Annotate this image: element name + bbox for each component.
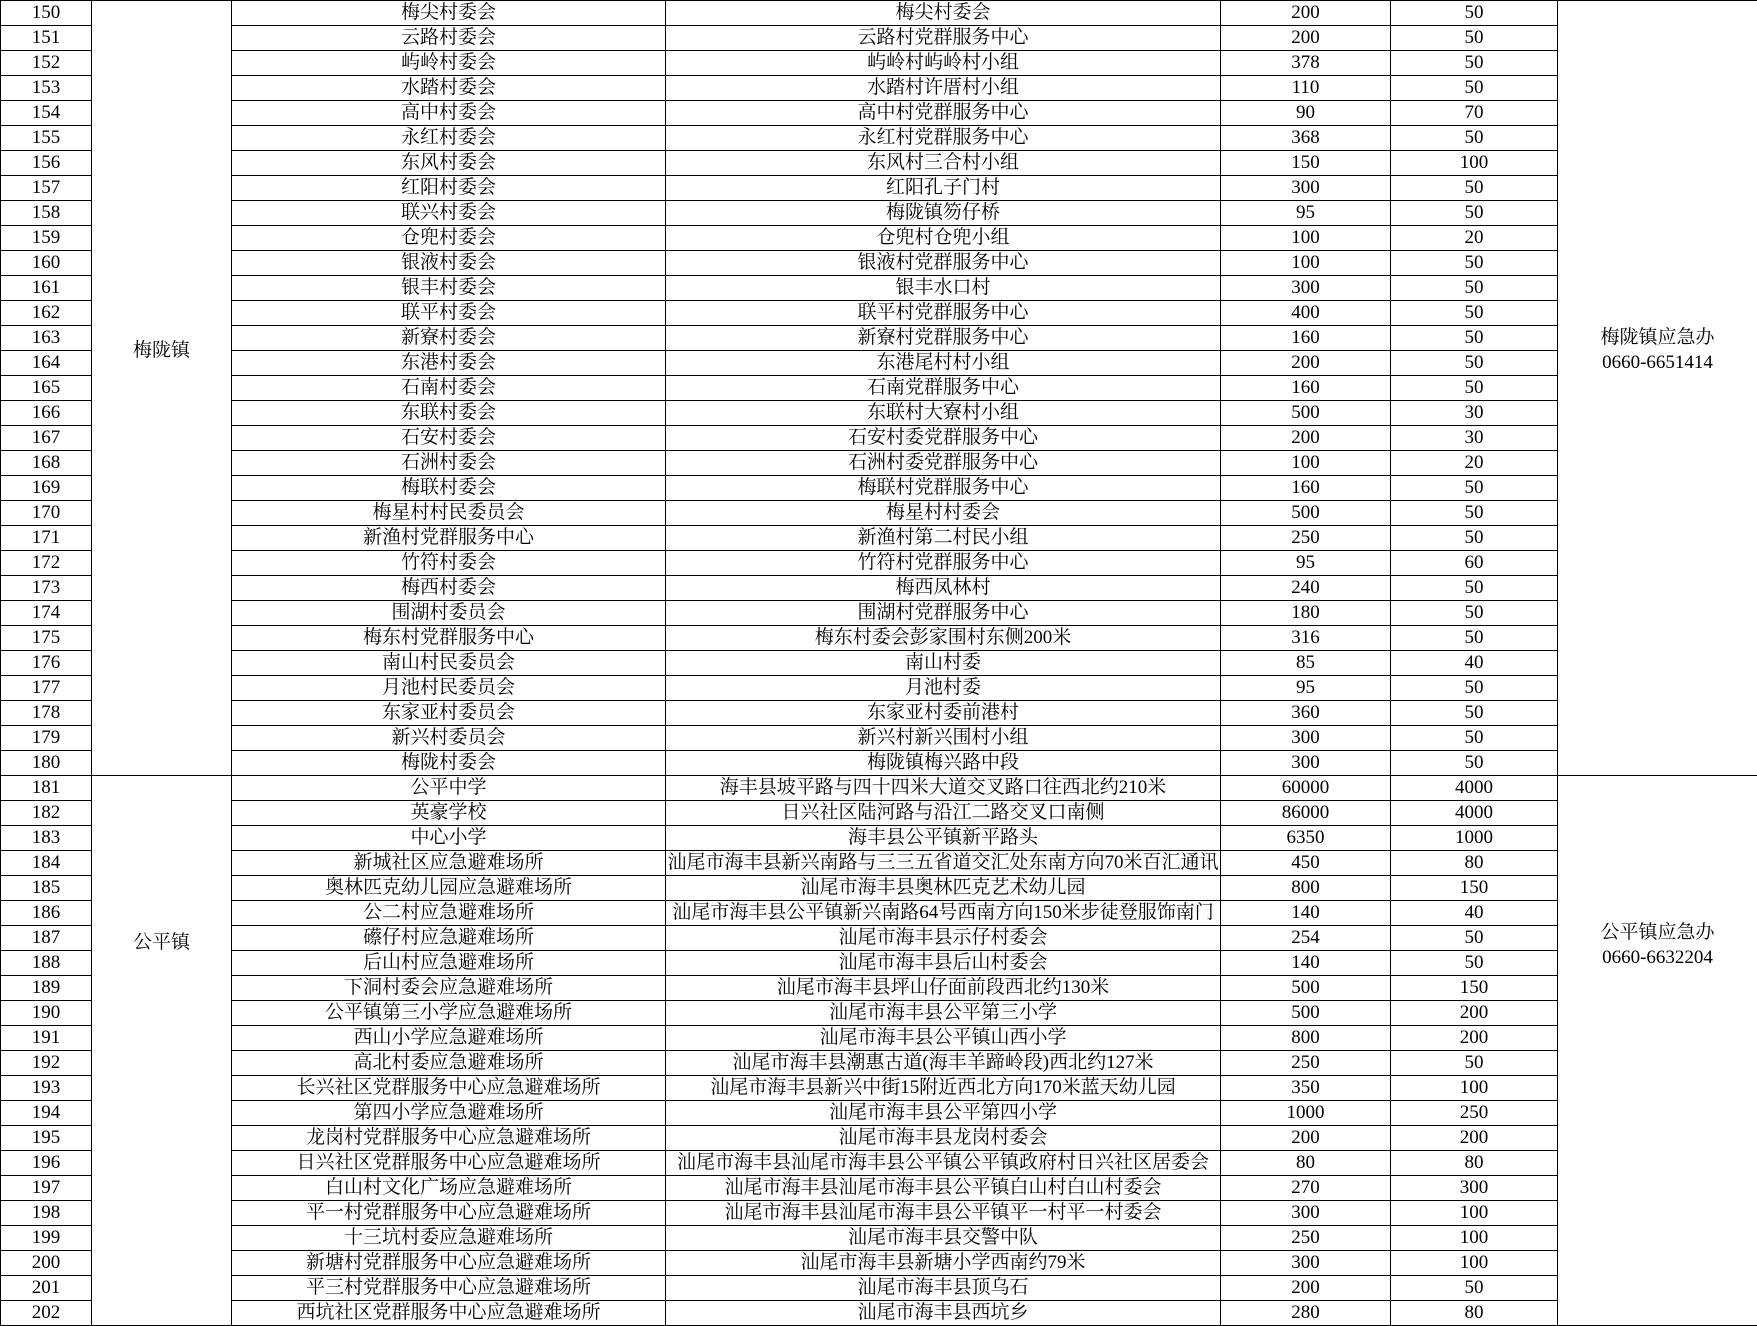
capacity-cell: 95 [1221,551,1391,576]
shelter-address-cell: 汕尾市海丰县公平镇山西小学 [666,1026,1221,1051]
capacity-2-cell: 100 [1391,1201,1558,1226]
row-number-cell: 177 [1,676,92,701]
capacity-cell: 85 [1221,651,1391,676]
capacity-cell: 800 [1221,1026,1391,1051]
row-number-cell: 151 [1,26,92,51]
capacity-2-cell: 50 [1391,476,1558,501]
capacity-cell: 100 [1221,451,1391,476]
capacity-cell: 86000 [1221,801,1391,826]
capacity-2-cell: 50 [1391,276,1558,301]
capacity-cell: 200 [1221,1126,1391,1151]
capacity-2-cell: 20 [1391,451,1558,476]
shelter-address-cell: 汕尾市海丰县新兴南路与三三五省道交汇处东南方向70米百汇通讯 [666,851,1221,876]
capacity-2-cell: 30 [1391,401,1558,426]
row-number-cell: 202 [1,1301,92,1326]
capacity-cell: 240 [1221,576,1391,601]
contact-office: 梅陇镇应急办 [1600,327,1715,348]
row-number-cell: 176 [1,651,92,676]
capacity-cell: 400 [1221,301,1391,326]
capacity-2-cell: 100 [1391,1226,1558,1251]
capacity-2-cell: 50 [1391,601,1558,626]
shelter-name-cell: 梅尖村委会 [232,1,666,26]
contact-cell [1558,1,1757,776]
shelter-address-cell: 日兴社区陆河路与沿江二路交叉口南侧 [666,801,1221,826]
row-number-cell: 182 [1,801,92,826]
row-number-cell: 152 [1,51,92,76]
capacity-cell: 140 [1221,951,1391,976]
capacity-cell: 250 [1221,1051,1391,1076]
shelter-address-cell: 汕尾市海丰县龙岗村委会 [666,1126,1221,1151]
capacity-cell: 90 [1221,101,1391,126]
shelter-name-cell: 第四小学应急避难场所 [232,1101,666,1126]
capacity-cell: 200 [1221,351,1391,376]
row-number-cell: 159 [1,226,92,251]
row-number-cell: 160 [1,251,92,276]
row-number-cell: 185 [1,876,92,901]
row-number-cell: 158 [1,201,92,226]
row-number-cell: 164 [1,351,92,376]
capacity-2-cell: 50 [1391,1051,1558,1076]
row-number-cell: 161 [1,276,92,301]
shelter-address-cell: 新兴村新兴围村小组 [666,726,1221,751]
shelter-name-cell: 西坑社区党群服务中心应急避难场所 [232,1301,666,1326]
row-number-cell: 197 [1,1176,92,1201]
shelter-address-cell: 梅陇镇梅兴路中段 [666,751,1221,776]
row-number-cell: 191 [1,1026,92,1051]
capacity-2-cell: 30 [1391,426,1558,451]
shelter-address-cell: 汕尾市海丰县西坑乡 [666,1301,1221,1326]
town-cell [92,776,232,1326]
capacity-cell: 500 [1221,501,1391,526]
capacity-cell: 110 [1221,76,1391,101]
shelter-address-cell: 石南党群服务中心 [666,376,1221,401]
shelter-address-cell: 东风村三合村小组 [666,151,1221,176]
capacity-2-cell: 80 [1391,851,1558,876]
shelter-address-cell: 汕尾市海丰县后山村委会 [666,951,1221,976]
shelter-address-cell: 高中村党群服务中心 [666,101,1221,126]
row-number-cell: 181 [1,776,92,801]
row-number-cell: 165 [1,376,92,401]
capacity-2-cell: 50 [1391,51,1558,76]
row-number-cell: 194 [1,1101,92,1126]
capacity-cell: 254 [1221,926,1391,951]
shelter-address-cell: 汕尾市海丰县奥林匹克艺术幼儿园 [666,876,1221,901]
capacity-cell: 60000 [1221,776,1391,801]
capacity-cell: 350 [1221,1076,1391,1101]
shelter-address-cell: 梅星村村委会 [666,501,1221,526]
shelter-address-cell: 红阳孔子门村 [666,176,1221,201]
capacity-2-cell: 200 [1391,1026,1558,1051]
shelter-address-cell: 梅陇镇笏仔桥 [666,201,1221,226]
shelter-name-cell: 下洞村委会应急避难场所 [232,976,666,1001]
shelter-name-cell: 英豪学校 [232,801,666,826]
shelter-name-cell: 屿岭村委会 [232,51,666,76]
shelter-address-cell: 海丰县公平镇新平路头 [666,826,1221,851]
capacity-cell: 100 [1221,251,1391,276]
shelter-name-cell: 日兴社区党群服务中心应急避难场所 [232,1151,666,1176]
capacity-cell: 300 [1221,176,1391,201]
shelter-name-cell: 平三村党群服务中心应急避难场所 [232,1276,666,1301]
capacity-2-cell: 50 [1391,376,1558,401]
shelter-name-cell: 西山小学应急避难场所 [232,1026,666,1051]
shelter-address-cell: 月池村委 [666,676,1221,701]
row-number-cell: 186 [1,901,92,926]
shelter-name-cell: 梅联村委会 [232,476,666,501]
shelter-name-cell: 红阳村委会 [232,176,666,201]
row-number-cell: 180 [1,751,92,776]
shelter-name-cell: 云路村委会 [232,26,666,51]
capacity-cell: 378 [1221,51,1391,76]
capacity-2-cell: 50 [1391,1276,1558,1301]
town-cell [92,1,232,776]
capacity-cell: 280 [1221,1301,1391,1326]
contact-cell [1558,776,1757,1326]
shelter-name-cell: 新兴村委员会 [232,726,666,751]
town-label: 梅陇镇 [132,340,190,361]
capacity-cell: 200 [1221,1,1391,26]
shelter-name-cell: 公平中学 [232,776,666,801]
shelter-name-cell: 水踏村委会 [232,76,666,101]
capacity-cell: 270 [1221,1176,1391,1201]
shelter-address-cell: 汕尾市海丰县汕尾市海丰县公平镇白山村白山村委会 [666,1176,1221,1201]
shelter-name-cell: 石南村委会 [232,376,666,401]
shelter-address-cell: 梅东村委会彭家围村东侧200米 [666,626,1221,651]
row-number-cell: 167 [1,426,92,451]
capacity-2-cell: 300 [1391,1176,1558,1201]
shelter-address-cell: 南山村委 [666,651,1221,676]
row-number-cell: 199 [1,1226,92,1251]
shelter-address-cell: 梅西凤林村 [666,576,1221,601]
shelter-address-cell: 仓兜村仓兜小组 [666,226,1221,251]
shelter-address-cell: 竹符村党群服务中心 [666,551,1221,576]
capacity-2-cell: 50 [1391,351,1558,376]
capacity-cell: 100 [1221,226,1391,251]
shelter-address-cell: 汕尾市海丰县交警中队 [666,1226,1221,1251]
capacity-2-cell: 100 [1391,1251,1558,1276]
capacity-cell: 160 [1221,376,1391,401]
row-number-cell: 162 [1,301,92,326]
shelter-address-cell: 汕尾市海丰县示仔村委会 [666,926,1221,951]
capacity-2-cell: 50 [1391,501,1558,526]
row-number-cell: 193 [1,1076,92,1101]
capacity-2-cell: 50 [1391,751,1558,776]
shelter-name-cell: 月池村民委员会 [232,676,666,701]
row-number-cell: 156 [1,151,92,176]
shelter-address-cell: 石安村委党群服务中心 [666,426,1221,451]
shelter-address-cell: 汕尾市海丰县坪山仔面前段西北约130米 [666,976,1221,1001]
capacity-cell: 200 [1221,1276,1391,1301]
shelter-address-cell: 永红村党群服务中心 [666,126,1221,151]
shelter-name-cell: 仓兜村委会 [232,226,666,251]
shelter-name-cell: 竹符村委会 [232,551,666,576]
shelter-name-cell: 后山村应急避难场所 [232,951,666,976]
shelter-name-cell: 联兴村委会 [232,201,666,226]
shelter-name-cell: 龙岗村党群服务中心应急避难场所 [232,1126,666,1151]
row-number-cell: 190 [1,1001,92,1026]
row-number-cell: 174 [1,601,92,626]
shelter-address-cell: 汕尾市海丰县潮惠古道(海丰羊蹄岭段)西北约127米 [666,1051,1221,1076]
capacity-2-cell: 80 [1391,1151,1558,1176]
row-number-cell: 200 [1,1251,92,1276]
capacity-2-cell: 40 [1391,651,1558,676]
capacity-2-cell: 100 [1391,151,1558,176]
row-number-cell: 175 [1,626,92,651]
shelter-name-cell: 梅西村委会 [232,576,666,601]
shelter-address-cell: 屿岭村屿岭村小组 [666,51,1221,76]
contact-info [1558,920,1757,970]
row-number-cell: 187 [1,926,92,951]
row-number-cell: 171 [1,526,92,551]
row-number-cell: 153 [1,76,92,101]
shelter-name-cell: 礤仔村应急避难场所 [232,926,666,951]
capacity-2-cell: 50 [1391,626,1558,651]
capacity-cell: 140 [1221,901,1391,926]
shelter-name-cell: 银丰村委会 [232,276,666,301]
shelter-name-cell: 永红村委会 [232,126,666,151]
capacity-2-cell: 40 [1391,901,1558,926]
row-number-cell: 196 [1,1151,92,1176]
shelter-name-cell: 平一村党群服务中心应急避难场所 [232,1201,666,1226]
shelter-address-cell: 汕尾市海丰县新塘小学西南约79米 [666,1251,1221,1276]
capacity-2-cell: 150 [1391,976,1558,1001]
capacity-cell: 250 [1221,526,1391,551]
shelter-name-cell: 公二村应急避难场所 [232,901,666,926]
row-number-cell: 188 [1,951,92,976]
capacity-2-cell: 50 [1391,251,1558,276]
shelter-address-cell: 汕尾市海丰县公平第四小学 [666,1101,1221,1126]
capacity-2-cell: 50 [1391,726,1558,751]
row-number-cell: 195 [1,1126,92,1151]
capacity-2-cell: 200 [1391,1126,1558,1151]
contact-info [1558,325,1757,375]
capacity-cell: 200 [1221,26,1391,51]
capacity-2-cell: 50 [1391,576,1558,601]
shelter-name-cell: 南山村民委员会 [232,651,666,676]
town-label: 公平镇 [132,932,190,953]
capacity-2-cell: 1000 [1391,826,1558,851]
shelter-address-cell: 梅尖村委会 [666,1,1221,26]
capacity-2-cell: 50 [1391,326,1558,351]
contact-phone: 0660-6651414 [1602,352,1713,373]
row-number-cell: 166 [1,401,92,426]
capacity-2-cell: 50 [1391,176,1558,201]
shelter-address-cell: 新渔村第二村民小组 [666,526,1221,551]
shelter-address-cell: 汕尾市海丰县顶乌石 [666,1276,1221,1301]
shelter-name-cell: 公平镇第三小学应急避难场所 [232,1001,666,1026]
row-number-cell: 183 [1,826,92,851]
capacity-cell: 368 [1221,126,1391,151]
capacity-cell: 95 [1221,676,1391,701]
capacity-cell: 300 [1221,1251,1391,1276]
row-number-cell: 201 [1,1276,92,1301]
shelter-name-cell: 白山村文化广场应急避难场所 [232,1176,666,1201]
row-number-cell: 172 [1,551,92,576]
shelter-address-cell: 梅联村党群服务中心 [666,476,1221,501]
capacity-cell: 80 [1221,1151,1391,1176]
capacity-cell: 300 [1221,276,1391,301]
capacity-cell: 95 [1221,201,1391,226]
row-number-cell: 157 [1,176,92,201]
shelter-address-cell: 汕尾市海丰县公平第三小学 [666,1001,1221,1026]
capacity-2-cell: 200 [1391,1001,1558,1026]
row-number-cell: 150 [1,1,92,26]
shelter-name-cell: 围湖村委员会 [232,601,666,626]
capacity-2-cell: 50 [1391,201,1558,226]
capacity-2-cell: 50 [1391,76,1558,101]
shelter-name-cell: 联平村委会 [232,301,666,326]
capacity-2-cell: 50 [1391,926,1558,951]
shelter-name-cell: 新寮村委会 [232,326,666,351]
capacity-2-cell: 20 [1391,226,1558,251]
shelter-name-cell: 梅东村党群服务中心 [232,626,666,651]
shelter-address-cell: 东港尾村村小组 [666,351,1221,376]
capacity-cell: 360 [1221,701,1391,726]
row-number-cell: 198 [1,1201,92,1226]
row-number-cell: 169 [1,476,92,501]
row-number-cell: 155 [1,126,92,151]
capacity-2-cell: 70 [1391,101,1558,126]
capacity-cell: 800 [1221,876,1391,901]
shelter-name-cell: 新城社区应急避难场所 [232,851,666,876]
shelter-address-cell: 云路村党群服务中心 [666,26,1221,51]
shelter-name-cell: 梅陇村委会 [232,751,666,776]
row-number-cell: 189 [1,976,92,1001]
shelter-address-cell: 东联村大寮村小组 [666,401,1221,426]
row-number-cell: 178 [1,701,92,726]
row-number-cell: 179 [1,726,92,751]
capacity-cell: 300 [1221,1201,1391,1226]
capacity-cell: 500 [1221,401,1391,426]
shelter-address-cell: 汕尾市海丰县汕尾市海丰县公平镇平一村平一村委会 [666,1201,1221,1226]
contact-phone: 0660-6632204 [1602,947,1713,968]
row-number-cell: 168 [1,451,92,476]
shelter-address-cell: 汕尾市海丰县新兴中街15附近西北方向170米蓝天幼儿园 [666,1076,1221,1101]
shelter-name-cell: 新渔村党群服务中心 [232,526,666,551]
shelter-address-cell: 联平村党群服务中心 [666,301,1221,326]
capacity-cell: 500 [1221,1001,1391,1026]
shelter-name-cell: 银液村委会 [232,251,666,276]
capacity-cell: 250 [1221,1226,1391,1251]
capacity-2-cell: 4000 [1391,776,1558,801]
capacity-2-cell: 60 [1391,551,1558,576]
shelter-address-cell: 银液村党群服务中心 [666,251,1221,276]
capacity-cell: 180 [1221,601,1391,626]
shelter-name-cell: 东家亚村委员会 [232,701,666,726]
shelter-address-cell: 海丰县坡平路与四十四米大道交叉路口往西北约210米 [666,776,1221,801]
capacity-cell: 200 [1221,426,1391,451]
shelter-address-cell: 东家亚村委前港村 [666,701,1221,726]
capacity-2-cell: 100 [1391,1076,1558,1101]
shelter-name-cell: 中心小学 [232,826,666,851]
shelter-name-cell: 梅星村村民委员会 [232,501,666,526]
row-number-cell: 170 [1,501,92,526]
shelter-name-cell: 东风村委会 [232,151,666,176]
shelter-name-cell: 高北村委应急避难场所 [232,1051,666,1076]
shelter-name-cell: 新塘村党群服务中心应急避难场所 [232,1251,666,1276]
shelter-address-cell: 围湖村党群服务中心 [666,601,1221,626]
shelter-name-cell: 东港村委会 [232,351,666,376]
capacity-2-cell: 50 [1391,951,1558,976]
capacity-2-cell: 80 [1391,1301,1558,1326]
capacity-2-cell: 50 [1391,676,1558,701]
shelter-name-cell: 十三坑村委应急避难场所 [232,1226,666,1251]
capacity-cell: 316 [1221,626,1391,651]
shelter-name-cell: 奥林匹克幼儿园应急避难场所 [232,876,666,901]
capacity-2-cell: 150 [1391,876,1558,901]
shelter-name-cell: 石安村委会 [232,426,666,451]
capacity-2-cell: 4000 [1391,801,1558,826]
capacity-2-cell: 50 [1391,26,1558,51]
capacity-cell: 450 [1221,851,1391,876]
row-number-cell: 173 [1,576,92,601]
capacity-cell: 6350 [1221,826,1391,851]
row-number-cell: 184 [1,851,92,876]
row-number-cell: 192 [1,1051,92,1076]
capacity-cell: 300 [1221,751,1391,776]
shelter-name-cell: 东联村委会 [232,401,666,426]
capacity-cell: 300 [1221,726,1391,751]
row-number-cell: 154 [1,101,92,126]
capacity-2-cell: 250 [1391,1101,1558,1126]
capacity-cell: 1000 [1221,1101,1391,1126]
capacity-cell: 500 [1221,976,1391,1001]
shelter-address-cell: 水踏村许厝村小组 [666,76,1221,101]
shelter-address-cell: 银丰水口村 [666,276,1221,301]
capacity-2-cell: 50 [1391,301,1558,326]
shelter-address-cell: 新寮村党群服务中心 [666,326,1221,351]
capacity-cell: 150 [1221,151,1391,176]
contact-office: 公平镇应急办 [1600,922,1715,943]
shelter-address-cell: 汕尾市海丰县公平镇新兴南路64号西南方向150米步徒登服饰南门 [666,901,1221,926]
capacity-cell: 160 [1221,326,1391,351]
capacity-2-cell: 50 [1391,126,1558,151]
shelter-name-cell: 长兴社区党群服务中心应急避难场所 [232,1076,666,1101]
shelter-address-cell: 石洲村委党群服务中心 [666,451,1221,476]
capacity-2-cell: 50 [1391,526,1558,551]
shelter-name-cell: 石洲村委会 [232,451,666,476]
capacity-cell: 160 [1221,476,1391,501]
capacity-2-cell: 50 [1391,1,1558,26]
capacity-2-cell: 50 [1391,701,1558,726]
shelter-address-cell: 汕尾市海丰县汕尾市海丰县公平镇公平镇政府村日兴社区居委会 [666,1151,1221,1176]
row-number-cell: 163 [1,326,92,351]
shelter-name-cell: 高中村委会 [232,101,666,126]
